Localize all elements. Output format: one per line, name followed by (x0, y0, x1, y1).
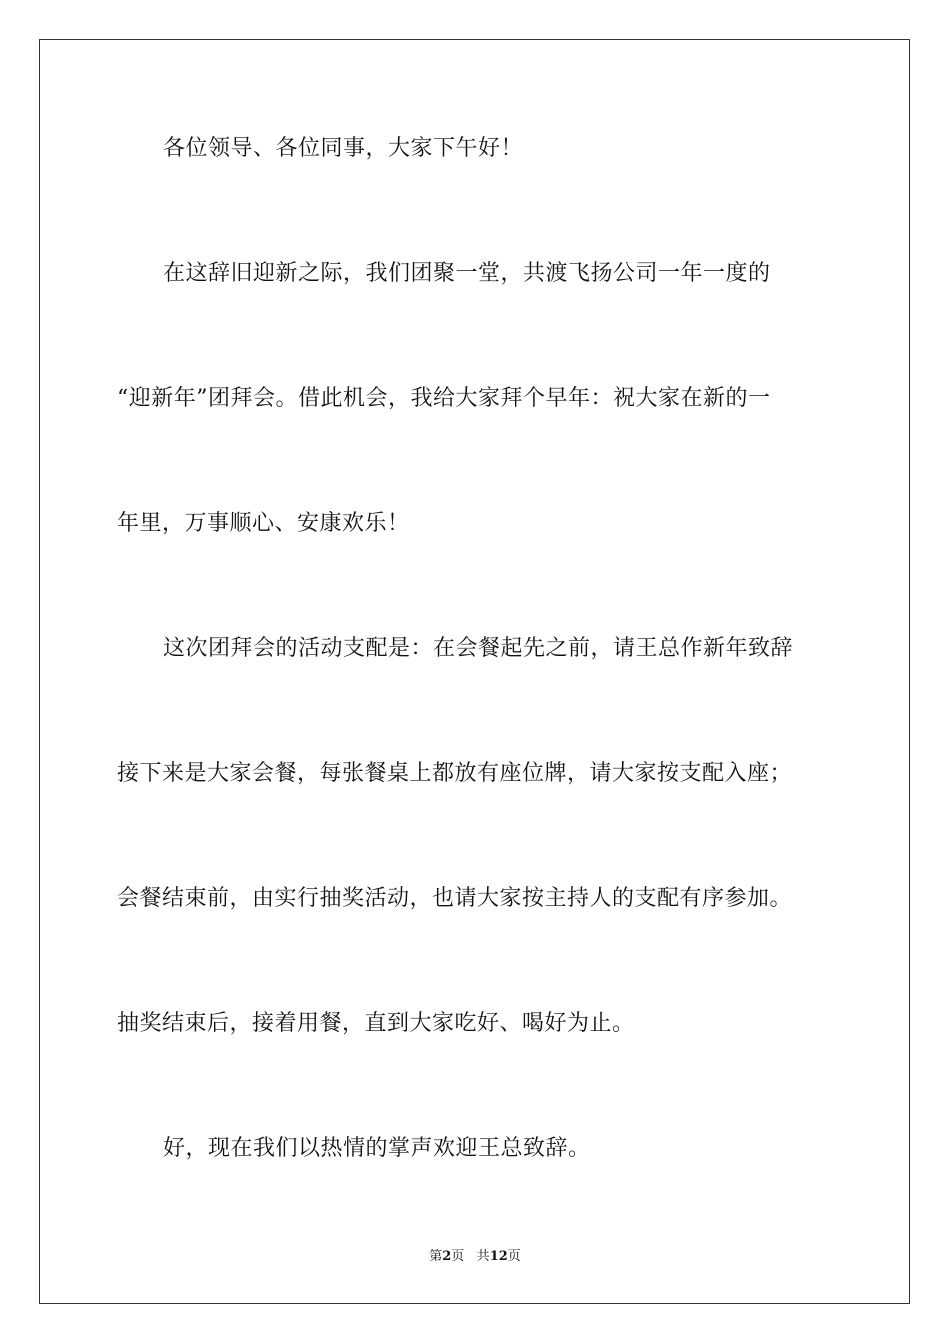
paragraph-line: “迎新年”团拜会。借此机会，我给大家拜个早年：祝大家在新的一 (117, 386, 771, 411)
paragraph-line: 会餐结束前，由实行抽奖活动，也请大家按主持人的支配有序参加。 (117, 886, 793, 911)
paragraph-line: 这次团拜会的活动支配是：在会餐起先之前，请王总作新年致辞 (163, 636, 794, 661)
paragraph-line: 接下来是大家会餐，每张餐桌上都放有座位牌，请大家按支配入座； (117, 761, 793, 786)
paragraph-line: 年里，万事顺心、安康欢乐！ (117, 511, 410, 536)
page-label: 第2页 (429, 1249, 465, 1264)
page-border (39, 39, 910, 1304)
total-pages-label: 共12页 (476, 1249, 521, 1264)
paragraph-closing: 好，现在我们以热情的掌声欢迎王总致辞。 (163, 1136, 591, 1161)
paragraph-greeting: 各位领导、各位同事，大家下午好！ (163, 136, 524, 161)
total-pages: 12 (489, 1249, 508, 1264)
page-footer (0, 1248, 950, 1266)
page-number: 2 (442, 1249, 452, 1264)
paragraph-line: 抽奖结束后，接着用餐，直到大家吃好、喝好为止。 (117, 1011, 635, 1036)
paragraph-line: 在这辞旧迎新之际，我们团聚一堂，共渡飞扬公司一年一度的 (163, 261, 771, 286)
